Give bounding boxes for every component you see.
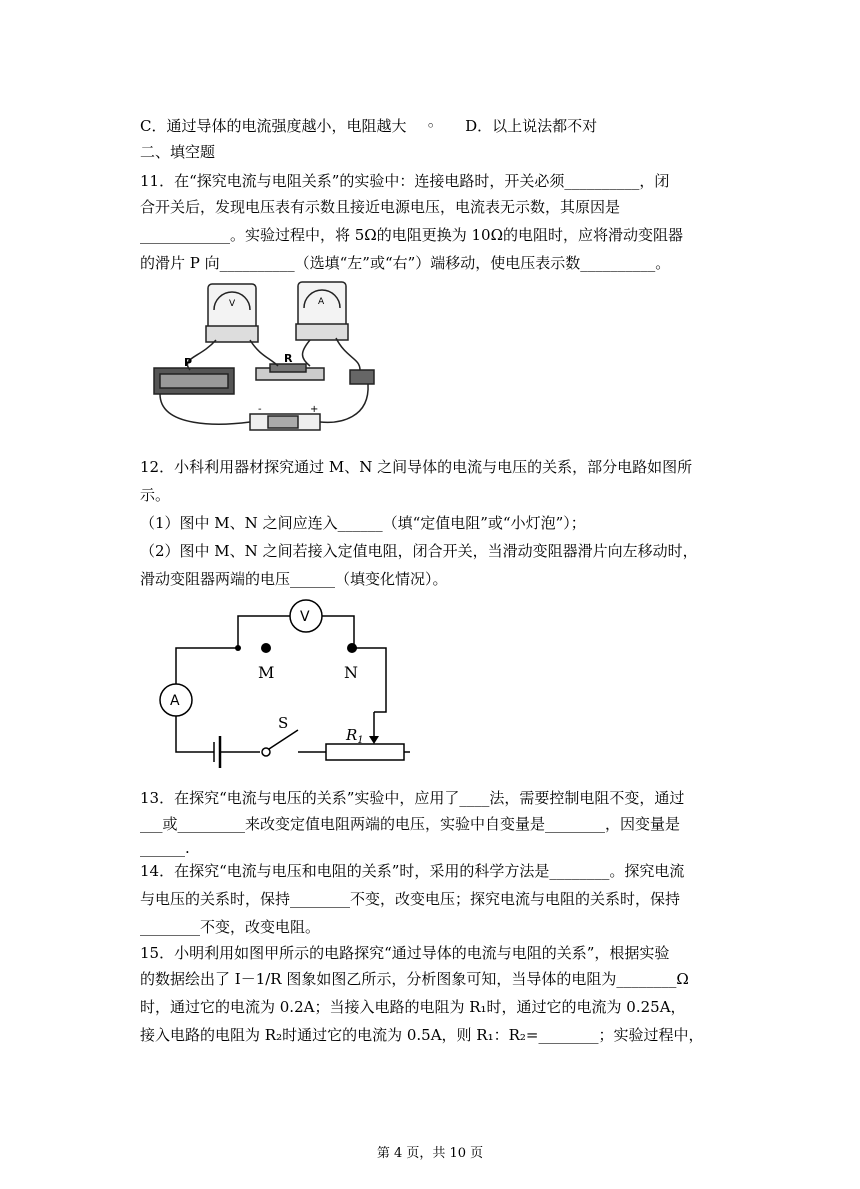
n-label: N (344, 663, 358, 682)
section-heading: 二、填空题 (140, 143, 216, 161)
q12-line-5: 滑动变阻器两端的电压______（填变化情况）。 (140, 570, 448, 588)
switch-label: S (278, 714, 289, 732)
q14-line-1: 14．在探究“电流与电压和电阻的关系”时，采用的科学方法是________。探究电流 (140, 862, 685, 880)
terminal-n (347, 643, 357, 653)
m-label: M (258, 663, 275, 682)
apparatus-figure (150, 278, 380, 438)
q15-line-3: 时，通过它的电流为 0.2A；当接入电路的电阻为 R₁时，通过它的电流为 0.25A， (140, 998, 686, 1016)
r1-label: $R_1$ (346, 726, 364, 746)
option-line: C．通过导体的电流强度越小，电阻越大 ◦ D．以上说法都不对 (140, 117, 598, 135)
terminal-m (261, 643, 271, 653)
q12-line-3: （1）图中 M、N 之间应连入______（填“定值电阻”或“小灯泡”）； (140, 514, 586, 532)
q13-line-2: ___或_________来改变定值电阻两端的电压，实验中自变量是________，因变量是 (140, 815, 681, 833)
battery-minus-label: - (258, 404, 262, 415)
q11-line-3: ____________。实验过程中，将 5Ω的电阻更换为 10Ω的电阻时，应将滑动变阻器 (140, 226, 684, 244)
node-m (235, 645, 241, 651)
q14-line-2: 与电压的关系时，保持________不变，改变电压；探究电流与电阻的关系时，保持 (140, 890, 681, 908)
q12-line-4: （2）图中 M、N 之间若接入定值电阻，闭合开关，当滑动变阻器滑片向左移动时， (140, 542, 698, 560)
q14-line-3: ________不变，改变电阻。 (140, 918, 321, 936)
q13-line-3: ______. (140, 839, 190, 857)
q15-line-2: 的数据绘出了 I－1/R 图象如图乙所示，分析图象可知，当导体的电阻为________Ω (140, 970, 689, 988)
slider-label: P (184, 356, 193, 369)
voltmeter-label: V (300, 609, 310, 625)
ammeter-label: A (170, 693, 180, 709)
battery-plus-label: + (310, 404, 319, 415)
q12-line-2: 示。 (140, 486, 171, 504)
q11-line-1: 11．在“探究电流与电阻关系”的实验中：连接电路时，开关必须__________，闭 (140, 172, 670, 190)
circuit-diagram (148, 596, 418, 768)
resistor-label: R (284, 352, 293, 365)
q15-line-1: 15．小明利用如图甲所示的电路探究“通过导体的电流与电阻的关系”，根据实验 (140, 944, 670, 962)
q12-line-1: 12．小科利用器材探究通过 M、N 之间导体的电流与电压的关系，部分电路如图所 (140, 458, 693, 476)
page-footer: 第 4 页，共 10 页 (376, 1146, 484, 1161)
q11-line-2: 合开关后，发现电压表有示数且接近电源电压，电流表无示数，其原因是 (140, 198, 621, 216)
ammeter-label: A (318, 297, 325, 307)
q15-line-4: 接入电路的电阻为 R₂时通过它的电流为 0.5A，则 R₁：R₂=________；实验过程中， (140, 1026, 704, 1044)
voltmeter-label: V (229, 299, 236, 309)
q11-line-4: 的滑片 P 向__________（选填“左”或“右”）端移动，使电压表示数__________。 (140, 254, 671, 272)
q13-line-1: 13．在探究“电流与电压的关系”实验中，应用了____法，需要控制电阻不变，通过 (140, 789, 685, 807)
